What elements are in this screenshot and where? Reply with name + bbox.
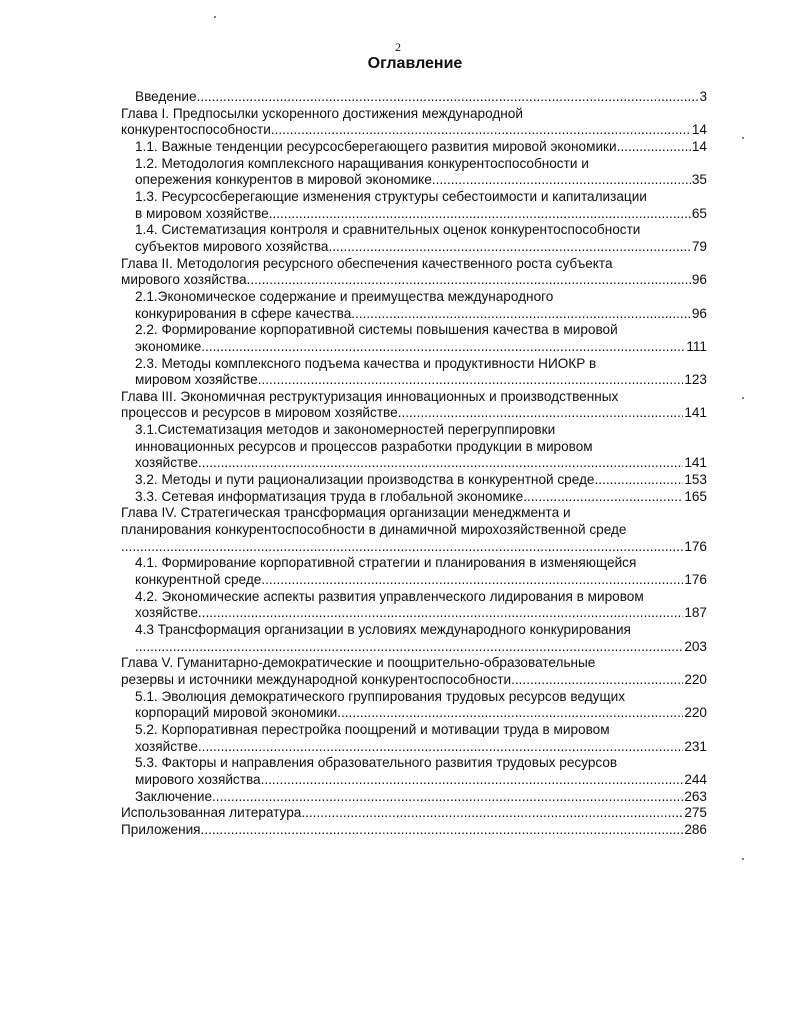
toc-entry-text: 1.4. Систематизация контроля и сравнительных оценок конкурентоспособности [135,222,641,238]
dot-leader [198,455,683,472]
toc-entry [121,356,707,389]
dot-leader [258,372,684,389]
toc-entry [121,805,707,822]
dot-leader [269,206,691,223]
toc-entry-text: мирового хозяйства [121,272,247,288]
toc-page-number: 14 [691,122,707,138]
dot-leader [351,306,691,323]
toc-entry [121,489,707,506]
toc-entry-text: конкурентной среде [135,572,262,588]
toc-entry-line [135,789,707,806]
table-of-contents [121,89,707,839]
toc-page-number: 275 [684,805,707,821]
toc-page-number: 286 [684,821,707,837]
toc-page-number: 111 [686,338,707,354]
toc-page-number: 141 [684,455,707,471]
toc-entry [121,505,707,555]
toc-entry-text: Приложения [121,821,201,837]
toc-page-number: 3 [699,89,707,104]
toc-entry [121,389,707,422]
toc-entry-line [135,206,707,223]
scan-speck [214,16,216,18]
toc-entry-text: хозяйстве [135,455,198,471]
toc-entry-text: Глава III. Экономичная реструктуризация инновационных и производственных [121,388,619,404]
toc-page-number: 244 [684,771,707,787]
toc-entry-text: хозяйстве [135,605,198,621]
scan-speck [742,397,744,399]
toc-entry-line [135,705,707,722]
toc-entry-text: конкурирования в сфере качества [135,305,352,321]
toc-entry-text: Введение [135,89,197,104]
toc-page-number: 65 [691,205,707,221]
dot-leader [398,405,684,422]
toc-entry-text: субъектов мирового хозяйства [135,238,329,254]
toc-page-number: 176 [684,572,707,588]
toc-entry-line [121,805,707,822]
toc-page-number: 203 [684,638,707,654]
toc-entry [121,822,707,839]
dot-leader [523,489,683,506]
dot-leader [261,772,684,789]
toc-entry-text: экономике [135,338,202,354]
dot-leader [121,539,683,556]
toc-entry [121,322,707,355]
toc-page-number: 176 [684,538,707,554]
toc-entry [121,622,707,655]
toc-entry-line [121,539,707,556]
toc-entry-text: 1.1. Важные тенденции ресурсосберегающего развития мировой экономики [135,138,617,154]
toc-entry-text: 4.3 Трансформация организации в условиях международного конкурирования [135,622,631,637]
toc-entry-line [135,639,707,656]
toc-entry [121,289,707,322]
toc-entry [121,755,707,788]
toc-entry-text: в мировом хозяйстве [135,205,269,221]
toc-entry-text: опережения конкурентов в мировой экономике [135,172,432,188]
toc-entry [121,472,707,489]
toc-entry-line [121,822,707,839]
toc-page-number: 123 [684,372,707,388]
toc-entry-text: процессов и ресурсов в мировом хозяйстве [121,405,398,421]
toc-entry [121,106,707,139]
dot-leader [198,605,683,622]
toc-entry-text: мирового хозяйства [135,771,261,787]
toc-entry [121,422,707,472]
dot-leader [135,639,683,656]
toc-entry-text: 1.3. Ресурсосберегающие изменения структуры себестоимости и капитализации [135,188,647,204]
toc-entry-text: Заключение [135,788,213,804]
toc-page-number: 141 [684,405,707,421]
toc-page-number: 79 [691,238,707,254]
toc-entry-line [135,306,707,323]
page-number: 2 [395,40,401,54]
toc-page-number: 153 [684,472,707,488]
toc-page-number: 220 [684,671,707,687]
toc-entry-line [135,172,707,189]
toc-entry [121,655,707,688]
toc-entry-text: 2.2. Формирование корпоративной системы повышения качества в мировой [135,322,618,338]
toc-entry [121,189,707,222]
toc-entry [121,789,707,806]
toc-entry-text: 2.3. Методы комплексного подъема качества и продуктивности НИОКР в [135,355,597,371]
toc-entry [121,256,707,289]
dot-leader [261,572,683,589]
dot-leader [197,89,699,106]
dot-leader [432,172,691,189]
toc-entry-line [135,139,707,156]
toc-page-number: 187 [684,605,707,621]
toc-entry-text: 3.3. Сетевая информатизация труда в глобальной экономике [135,488,524,504]
dot-leader [198,739,683,756]
toc-entry [121,722,707,755]
toc-page-number: 35 [691,172,707,188]
toc-entry-text: 3.1.Систематизация методов и закономерностей перегруппировки [135,422,556,438]
toc-entry-text: Глава V. Гуманитарно-демократические и поощрительно-образовательные [121,655,596,671]
toc-entry-text: 5.2. Корпоративная перестройка поощрений и мотивации труда в мировом [135,721,610,737]
toc-entry-text: конкурентоспособности [121,122,271,138]
toc-entry-line [135,489,707,506]
toc-entry-text: резервы и источники международной конкурентоспособности [121,671,512,687]
toc-entry-text: мировом хозяйстве [135,372,258,388]
toc-entry-line [121,672,707,689]
dot-leader [247,272,691,289]
toc-entry [121,156,707,189]
toc-entry-text: 4.1. Формирование корпоративной стратегии и планирования в изменяющейся [135,555,637,571]
toc-page-number: 231 [684,738,707,754]
toc-entry-line [135,772,707,789]
toc-entry-text: 3.2. Методы и пути рационализации производства в конкурентной среде [135,472,595,488]
toc-entry-text: 1.2. Методология комплексного наращивания конкурентоспособности и [135,155,589,171]
toc-entry-line [135,89,707,106]
toc-entry-text: Глава IV. Стратегическая трансформация организации менеджмента и [121,505,571,521]
toc-entry-text: Использованная литература [121,805,302,821]
toc-entry-text: 5.3. Факторы и направления образовательного развития трудовых ресурсов [135,755,618,771]
dot-leader [328,239,690,256]
toc-entry-text: 5.1. Эволюция демократического группирования трудовых ресурсов ведущих [135,688,626,704]
scan-speck [742,137,744,139]
toc-page-number: 14 [691,138,707,154]
toc-page-number: 96 [691,305,707,321]
toc-entry [121,222,707,255]
toc-entry-text: Глава II. Методология ресурсного обеспечения качественного роста субъекта [121,255,613,271]
toc-entry-text: корпораций мировой экономики [135,705,338,721]
toc-entry-line [135,339,707,356]
toc-page-number: 96 [691,272,707,288]
toc-page-number: 220 [684,705,707,721]
dot-leader [594,472,683,489]
toc-entry [121,589,707,622]
scan-speck [742,858,744,860]
toc-entry [121,555,707,588]
dot-leader [337,705,683,722]
toc-entry-line [121,405,707,422]
toc-entry-text: Глава I. Предпосылки ускоренного достижения международной [121,105,523,121]
toc-entry-text: 2.1.Экономическое содержание и преимущества международного [135,288,554,304]
toc-entry-line [135,572,707,589]
toc-entry-line [135,605,707,622]
dot-leader [271,122,691,139]
toc-entry-line [121,272,707,289]
toc-entry-line [135,739,707,756]
toc-entry-text: 4.2. Экономические аспекты развития управленческого лидирования в мировом [135,588,644,604]
dot-leader [212,789,683,806]
dot-leader [201,339,685,356]
toc-entry-text: инновационных ресурсов и процессов разработки продукции в мировом [135,438,593,454]
dot-leader [511,672,683,689]
dot-leader [617,139,691,156]
toc-entry-line [135,239,707,256]
toc-page-number: 165 [684,488,707,504]
toc-entry [121,139,707,156]
dot-leader [301,805,683,822]
toc-entry-line [135,472,707,489]
toc-entry-text: планирования конкурентоспособности в динамичной мирохозяйственной среде [121,522,627,538]
toc-entry-line [135,372,707,389]
toc-entry-line [135,455,707,472]
page-title: Оглавление [367,55,463,72]
toc-entry-text: хозяйстве [135,738,198,754]
toc-entry-line [121,122,707,139]
toc-entry [121,689,707,722]
toc-entry [121,89,707,106]
toc-page-number: 263 [684,788,707,804]
dot-leader [201,822,684,839]
